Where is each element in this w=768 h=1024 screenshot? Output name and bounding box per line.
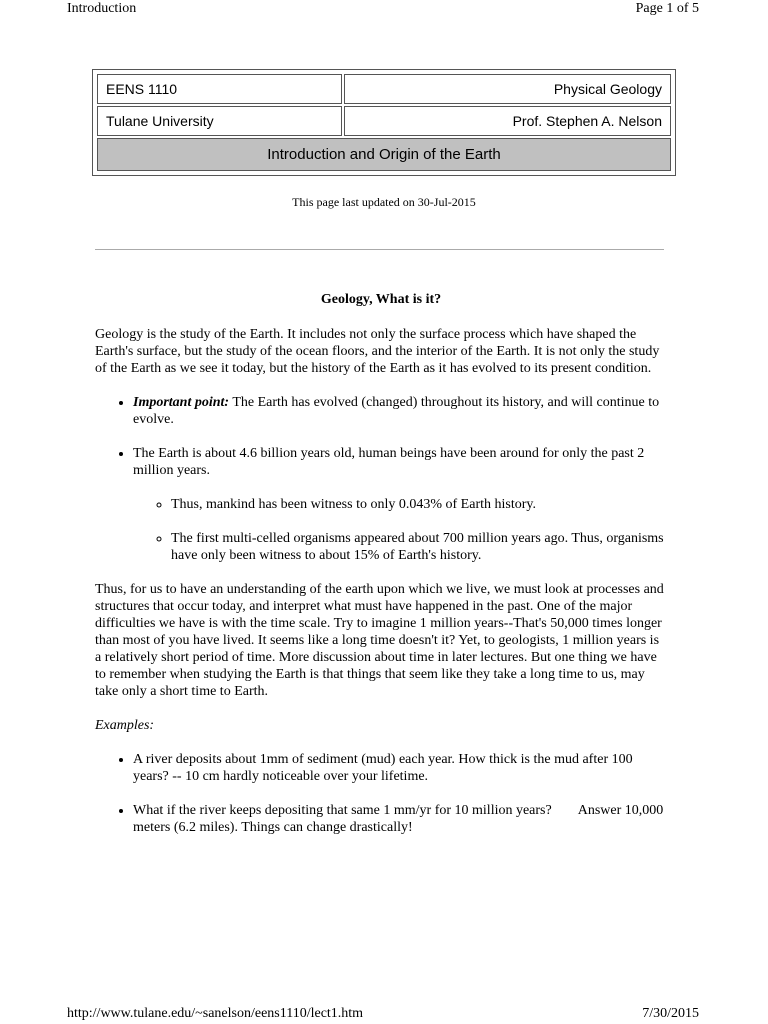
river-answer: Answer 10,000 meters (6.2 miles). Things can change drastically! [133, 803, 664, 835]
intro-paragraph: Geology is the study of the Earth. It includes not only the surface process which have shaped the Earth's surface, but the study of the ocean floors, and the interior of the Earth. It is not only the study of the Earth as we see it today, but the history of the Earth as it has evolved to its present condition. [95, 327, 660, 376]
examples-list [95, 751, 667, 836]
course-subject: Physical Geology [344, 74, 671, 104]
earth-age-text: The Earth is about 4.6 billion years old, human beings have been around for only the past 2 million years. [133, 446, 645, 478]
list-item [133, 394, 667, 428]
timescale-paragraph: Thus, for us to have an understanding of the earth upon which we live, we must look at processes and structures that occur today, and interpret what must have happened in the past. One of the major difficulties we have is with the time scale. Try to imagine 1 million years--That's 50,000 times longer than most of you have lived. It seems like a long time doesn't it? Yet, to geologists, 1 million years is a relatively short period of time. More discussion about time in later lectures. But one thing we have to remember when studying the Earth is that things that seem like they take a long time to us, may take only a short time to Earth. [95, 582, 664, 699]
list-item: • A river deposits about 1mm of sediment (mud) each year. How thick is the mud after 100 years? -- 10 cm hardly noticeable over your lifetime. [133, 751, 667, 785]
lecture-title: Introduction and Origin of the Earth [97, 138, 671, 171]
sub-points-list [133, 496, 667, 564]
course-code: EENS 1110 [97, 74, 342, 104]
print-date: 7/30/2015 [642, 1006, 699, 1021]
source-url: http://www.tulane.edu/~sanelson/eens1110/lect1.htm [67, 1006, 364, 1021]
section-title: Geology, What is it? [320, 292, 442, 307]
important-text: The Earth has evolved (changed) throughout its history, and will continue to evolve. [133, 395, 660, 427]
professor-name: Prof. Stephen A. Nelson [344, 106, 671, 136]
university-name: Tulane University [97, 106, 342, 136]
river-question: What if the river keeps depositing that same 1 mm/yr for 10 million years? [133, 803, 552, 818]
important-label: Important point: [133, 395, 230, 410]
print-header-title: Introduction [67, 1, 137, 16]
key-points-list [95, 394, 667, 564]
horizontal-divider [95, 249, 664, 250]
list-item: ◦ Thus, mankind has been witness to only 0.043% of Earth history. [171, 496, 667, 513]
examples-label: Examples: [95, 718, 155, 733]
page-number: Page 1 of 5 [635, 1, 699, 16]
list-item [133, 445, 667, 564]
list-item: ◦ The first multi-celled organisms appeared about 700 million years ago. Thus, organisms have only been witness to about 15% of Earth's history. [171, 530, 667, 564]
main-content [95, 291, 667, 853]
course-info-table [92, 69, 676, 176]
print-footer [67, 1005, 699, 1023]
print-header [67, 0, 699, 18]
list-item [133, 802, 667, 836]
last-updated-text: This page last updated on 30-Jul-2015 [292, 195, 476, 209]
